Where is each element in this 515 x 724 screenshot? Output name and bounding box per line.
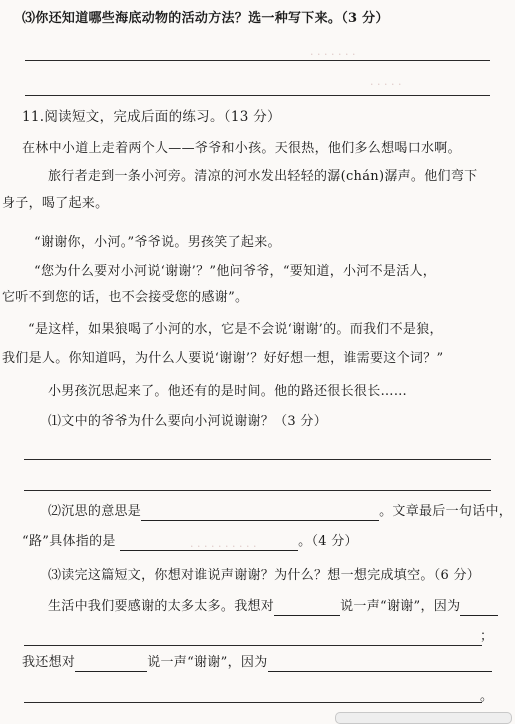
passage-line: 我们是人。你知道吗，为什么人要说‘谢谢’？好好想一想，谁需要这个词？” [2,351,444,366]
question-2-text: 。（4 分） [298,534,358,549]
answer-line[interactable] [24,490,491,491]
question-3: ⑶读完这篇短文，你想对谁说声谢谢？为什么？想一想完成填空。（6 分） [48,568,481,583]
passage-line: 旅行者走到一条小河旁。清凉的河水发出轻轻的潺(chán)潺声。他们弯下 [48,169,478,184]
period: 。 [480,689,494,704]
question-2-text: ⑵沉思的意思是 [48,504,142,519]
question-2-text: 。文章最后一句话中， [379,504,513,519]
question-3-top: ⑶你还知道哪些海底动物的活动方法？选一种写下来。（3 分） [22,11,389,26]
horizontal-scrollbar[interactable] [335,712,512,724]
passage-line: “您为什么要对小河说‘谢谢’？”他问爷爷，“要知道，小河不是活人， [34,264,437,279]
bleed-through-mark: · · · · · · · [310,48,356,61]
answer-line[interactable] [25,60,490,61]
question-2 [48,503,512,521]
fill-text: 生活中我们要感谢的太多太多。我想对 [48,599,275,614]
question-2-cont [22,533,358,551]
fill-in-line-2 [22,654,492,672]
passage-line: “谢谢你，小河。”爷爷说。男孩笑了起来。 [34,235,281,250]
answer-blank[interactable] [268,657,492,672]
answer-blank[interactable] [120,536,298,551]
section-heading: 11.阅读短文，完成后面的练习。（13 分） [22,109,281,125]
bleed-through-mark: · · · · · [370,78,402,91]
question-2-text: “路”具体指的是 [22,534,116,549]
passage-line: 小男孩沉思起来了。他还有的是时间。他的路还很长很长…… [48,384,408,399]
fill-text: 说一声“谢谢”，因为 [147,655,268,670]
answer-blank[interactable] [75,657,147,672]
answer-line[interactable] [24,702,482,703]
answer-blank[interactable] [274,601,340,616]
passage-line: 在林中小道上走着两个人——爷爷和小孩。天很热，他们多么想喝口水啊。 [22,141,461,156]
bleed-through-mark: · · · · · · · · · · [190,540,257,553]
fill-in-line-1 [48,598,498,616]
answer-line[interactable] [24,459,491,460]
fill-text: 说一声“谢谢”，因为 [340,599,461,614]
answer-blank[interactable] [141,506,379,521]
passage-line: 它听不到您的话，也不会接受您的感谢”。 [2,290,249,305]
passage-line: 身子，喝了起来。 [2,196,109,211]
semicolon: ； [480,629,494,644]
answer-line[interactable] [24,645,482,646]
passage-line: “是这样，如果狼喝了小河的水，它是不会说‘谢谢’的。而我们不是狼， [28,322,443,337]
fill-text: 我还想对 [22,655,76,670]
question-1: ⑴文中的爷爷为什么要向小河说谢谢？（3 分） [48,414,328,429]
answer-blank[interactable] [460,601,498,616]
answer-line[interactable] [25,95,490,96]
